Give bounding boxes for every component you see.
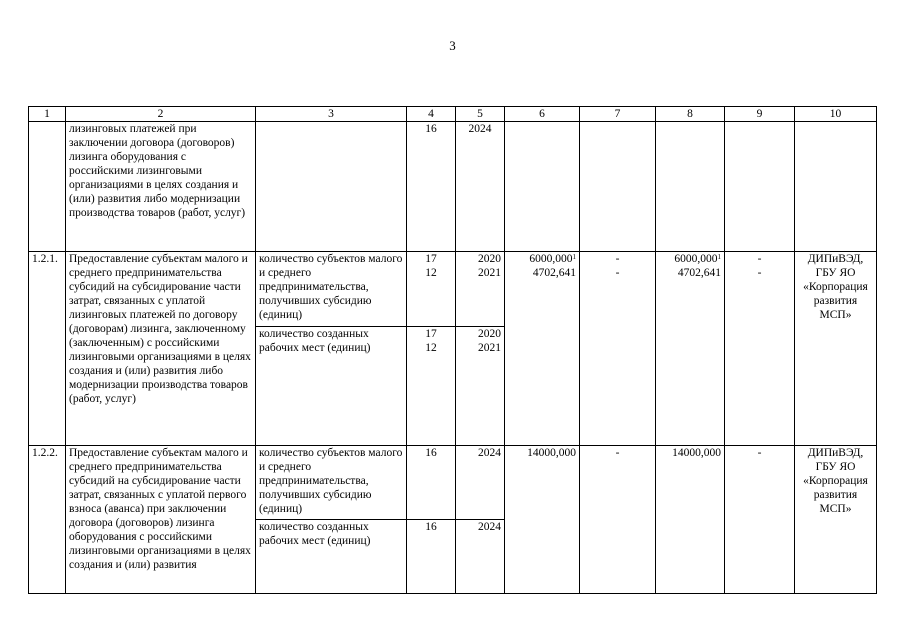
header-row bbox=[29, 107, 877, 122]
table-row bbox=[29, 122, 877, 252]
funding-value: - bbox=[757, 253, 762, 265]
funding-value: - bbox=[757, 267, 762, 279]
funding-cell bbox=[725, 252, 795, 446]
indicator-value-cell: 16 bbox=[407, 122, 456, 252]
year-cell bbox=[456, 252, 505, 327]
row-number-cell bbox=[29, 122, 66, 252]
description-cell: лизинговых платежей при заключении договора (договоров) лизинга оборудования с российскими лизинговыми организациями в целях создания и (или) развития либо модернизации производства товаров (работ, услуг) bbox=[66, 122, 256, 252]
funding-value: 4702,641 bbox=[677, 267, 721, 279]
description-cell: Предоставление субъектам малого и среднего предпринимательства субсидий на субсидирование части затрат, связанных с уплатой лизинговых платежей по договору (договорам) лизинга, заключенному (заключенным) с российскими лизинговыми организациями в целях создания и (или) развития либо модернизации производства товаров (работ, услуг) bbox=[66, 252, 256, 446]
funding-cell: 14000,000 bbox=[656, 446, 725, 594]
indicator-cell: количество созданных рабочих мест (единиц) bbox=[256, 520, 407, 594]
program-table bbox=[28, 106, 877, 594]
year-cell bbox=[456, 327, 505, 446]
header-cell: 2 bbox=[66, 107, 256, 122]
funding-cell bbox=[656, 122, 725, 252]
header-cell: 10 bbox=[795, 107, 877, 122]
funding-value: - bbox=[615, 267, 620, 279]
footnote-mark: 1 bbox=[572, 253, 576, 261]
header-cell: 6 bbox=[505, 107, 580, 122]
funding-cell bbox=[505, 122, 580, 252]
indicator-value-cell bbox=[407, 252, 456, 327]
funding-cell bbox=[580, 122, 656, 252]
footnote-mark: 1 bbox=[717, 253, 721, 261]
funding-cell bbox=[725, 122, 795, 252]
header-cell: 4 bbox=[407, 107, 456, 122]
description-cell: Предоставление субъектам малого и среднего предпринимательства субсидий на субсидирование части затрат, связанных с уплатой первого взноса (аванса) при заключении договора (договоров) лизинга оборудования с российскими лизинговыми организациями в целях создания и (или) развития bbox=[66, 446, 256, 594]
header-cell: 9 bbox=[725, 107, 795, 122]
year-cell: 2024 bbox=[456, 446, 505, 520]
funding-value: 6000,000 bbox=[674, 253, 718, 265]
funding-cell: - bbox=[580, 446, 656, 594]
row-number-cell: 1.2.2. bbox=[29, 446, 66, 594]
funding-cell bbox=[505, 252, 580, 446]
indicator-cell: количество субъектов малого и среднего предпринимательства, получивших субсидию (единиц) bbox=[256, 446, 407, 520]
executor-cell: ДИПиВЭД, ГБУ ЯО «Корпорация развития МСП» bbox=[795, 446, 877, 594]
table-row bbox=[29, 252, 877, 327]
indicator-value: 12 bbox=[425, 342, 437, 354]
header-cell: 5 bbox=[456, 107, 505, 122]
indicator-cell: количество субъектов малого и среднего предпринимательства, получивших субсидию (единиц) bbox=[256, 252, 407, 327]
funding-cell bbox=[580, 252, 656, 446]
year-value: 2020 bbox=[478, 253, 501, 265]
year-value: 2020 bbox=[478, 328, 501, 340]
indicator-value: 17 bbox=[425, 253, 437, 265]
header-cell: 8 bbox=[656, 107, 725, 122]
indicator-value-cell bbox=[407, 327, 456, 446]
header-cell: 1 bbox=[29, 107, 66, 122]
row-number-cell: 1.2.1. bbox=[29, 252, 66, 446]
header-cell: 7 bbox=[580, 107, 656, 122]
funding-value: 4702,641 bbox=[532, 267, 576, 279]
table-row bbox=[29, 446, 877, 520]
indicator-value: 12 bbox=[425, 267, 437, 279]
year-value: 2021 bbox=[478, 342, 501, 354]
page-number: 3 bbox=[449, 38, 456, 53]
executor-cell: ДИПиВЭД, ГБУ ЯО «Корпорация развития МСП» bbox=[795, 252, 877, 446]
year-cell: 2024 bbox=[456, 122, 505, 252]
indicator-value-cell: 16 bbox=[407, 446, 456, 520]
indicator-cell: количество созданных рабочих мест (единиц) bbox=[256, 327, 407, 446]
funding-cell: - bbox=[725, 446, 795, 594]
executor-cell bbox=[795, 122, 877, 252]
header-cell: 3 bbox=[256, 107, 407, 122]
indicator-value-cell: 16 bbox=[407, 520, 456, 594]
year-cell: 2024 bbox=[456, 520, 505, 594]
year-value: 2021 bbox=[478, 267, 501, 279]
funding-value: 6000,000 bbox=[529, 253, 573, 265]
funding-value: - bbox=[615, 253, 620, 265]
funding-cell bbox=[656, 252, 725, 446]
indicator-value: 17 bbox=[425, 328, 437, 340]
indicator-cell bbox=[256, 122, 407, 252]
funding-cell: 14000,000 bbox=[505, 446, 580, 594]
